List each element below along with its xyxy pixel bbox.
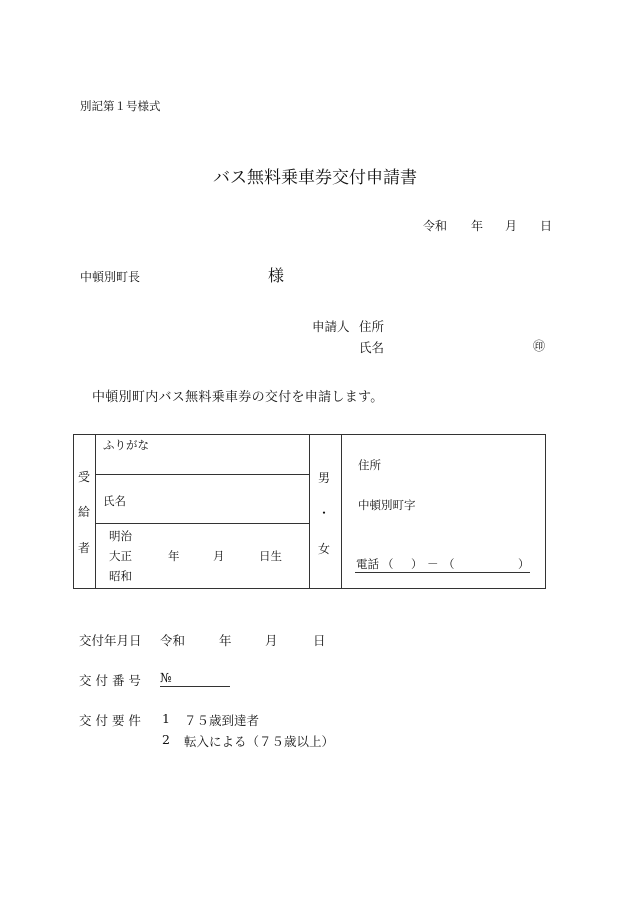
phone-open-paren-1: （ <box>382 557 394 571</box>
date-era: 令和 <box>423 219 448 233</box>
recipient-name-label: 氏名 <box>103 494 126 508</box>
era-meiji: 明治 <box>109 529 132 543</box>
requirement-1-text: ７５歳到達者 <box>184 713 260 728</box>
table-bottom-border <box>73 588 546 589</box>
recipient-char-3: 者 <box>78 541 91 555</box>
recipient-char-1: 受 <box>78 470 91 484</box>
issue-month: 月 <box>265 633 278 648</box>
issue-day: 日 <box>313 633 326 648</box>
phone-open-paren-2: （ <box>443 557 455 571</box>
issue-era: 令和 <box>160 633 186 648</box>
date-month: 月 <box>505 219 518 233</box>
issue-number-prefix: № <box>160 670 172 685</box>
phone-close-paren-1: ） <box>411 557 423 571</box>
recipient-address-label: 住所 <box>358 458 381 472</box>
birth-year-label: 年 <box>168 549 180 563</box>
table-divider-recipient <box>95 434 96 588</box>
table-divider-name <box>95 523 309 524</box>
gender-male: 男 <box>318 471 331 485</box>
requirement-2-number: 2 <box>162 732 170 747</box>
seal-mark: ㊞ <box>533 339 546 353</box>
phone-underline <box>355 572 530 573</box>
recipient-char-2: 給 <box>78 505 91 519</box>
requirement-2-text: 転入による（７５歳以上） <box>184 734 335 749</box>
date-day: 日 <box>540 219 553 233</box>
era-showa: 昭和 <box>109 569 132 583</box>
form-label: 別記第１号様式 <box>80 99 161 113</box>
table-left-border <box>73 434 74 588</box>
era-taisho: 大正 <box>109 549 132 563</box>
requirements-label: 交 付 要 件 <box>79 713 141 728</box>
applicant-address-label: 住所 <box>359 319 385 334</box>
birth-day-label: 日生 <box>259 549 282 563</box>
birth-month-label: 月 <box>213 549 225 563</box>
honorific: 様 <box>268 266 285 285</box>
date-year: 年 <box>471 219 484 233</box>
application-statement: 中頓別町内バス無料乗車券の交付を申請します。 <box>92 390 384 405</box>
issue-number-label: 交 付 番 号 <box>79 673 141 688</box>
furigana-label: ふりがな <box>103 438 149 452</box>
gender-female: 女 <box>318 542 331 556</box>
requirement-1-number: 1 <box>162 711 170 726</box>
table-divider-furigana <box>95 474 309 475</box>
issue-number-underline <box>160 686 230 687</box>
table-divider-gender-left <box>309 434 310 588</box>
applicant-label: 申請人 <box>312 319 350 334</box>
phone-dash: － <box>427 557 439 571</box>
table-right-border <box>545 434 546 588</box>
document-title: バス無料乗車券交付申請書 <box>213 168 417 188</box>
town-prefix: 中頓別町字 <box>358 498 416 512</box>
phone-close-paren-2: ） <box>518 557 530 571</box>
table-divider-gender-right <box>341 434 342 588</box>
phone-label: 電話 <box>356 557 379 571</box>
issue-year: 年 <box>219 633 232 648</box>
issue-date-label: 交付年月日 <box>79 633 142 648</box>
addressee: 中頓別町長 <box>80 270 141 284</box>
applicant-name-label: 氏名 <box>359 340 385 355</box>
gender-separator: ・ <box>318 506 331 520</box>
